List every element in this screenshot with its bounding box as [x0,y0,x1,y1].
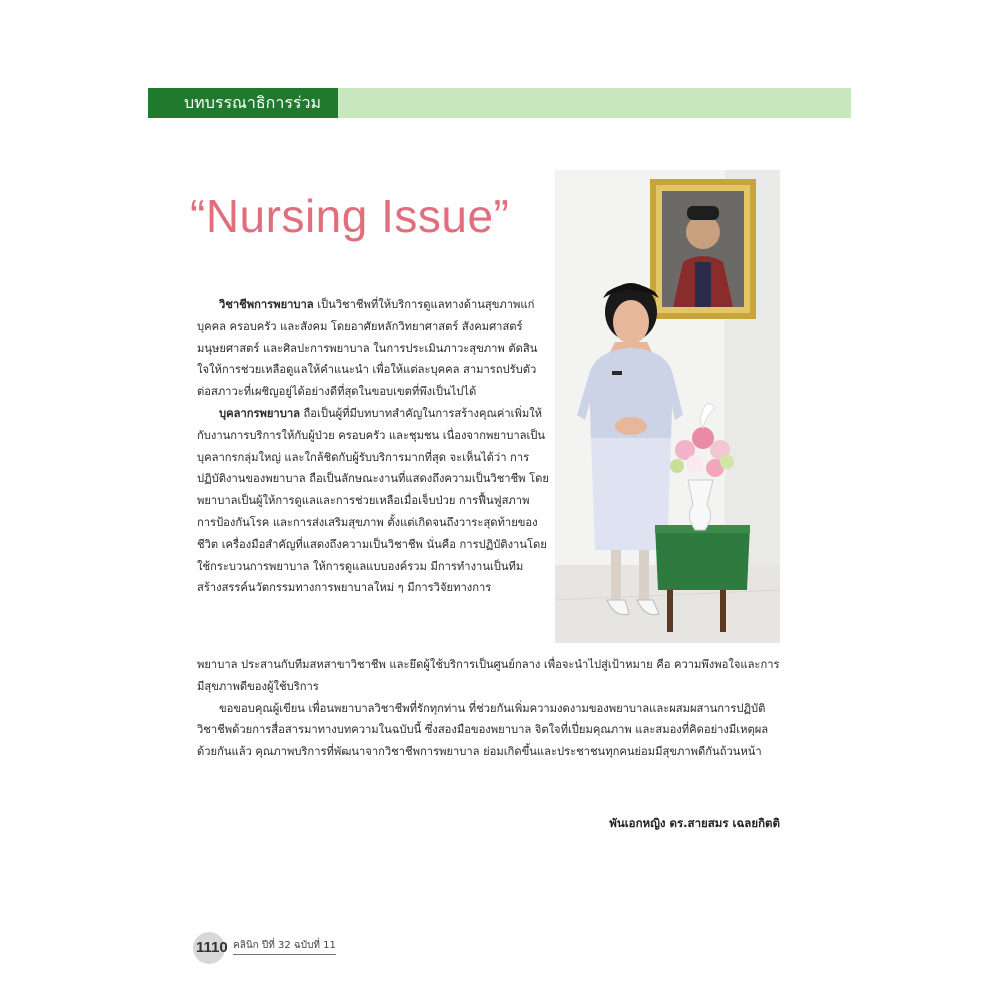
paragraph-2 [197,403,549,599]
section-label: บทบรรณาธิการร่วม [148,88,338,118]
journal-footer: คลินิก ปีที่ 32 ฉบับที่ 11 [233,938,336,955]
paragraph-1-body: เป็นวิชาชีพที่ให้บริการดูแลทางด้านสุขภาพแก่บุคคล ครอบครัว และสังคม โดยอาศัยหลักวิทยาศาสตร์ สังคมศาสตร์ มนุษยศาสตร์ และศิลปะการพยาบาล ในการประเมินภาวะสุขภาพ ตัดสินใจให้การช่วยเหลือดูแลให้คำแนะนำ เพื่อให้แต่ละบุคคล สามารถปรับตัวต่อสภาวะที่เผชิญอยู่ได้อย่างดีที่สุดในขอบเขตที่พึงเป็นไปได้ [197,298,538,399]
nurse-photo-illustration [555,170,780,643]
page-number: 1110 [193,932,225,964]
paragraph-2-body: ถือเป็นผู้ที่มีบทบาทสำคัญในการสร้างคุณค่าเพิ่มให้กับงานการบริการให้กับผู้ป่วย ครอบครัว และชุมชน เนื่องจากพยาบาลเป็นบุคลากรกลุ่มใหญ่ และใกล้ชิดกับผู้รับบริการมากที่สุด จะเห็นได้ว่า การปฏิบัติงานของพยาบาล ถือเป็นลักษณะงานที่แสดงถึงความเป็นวิชาชีพ โดยพยาบาลเป็นผู้ให้การดูแลและการช่วยเหลือเมื่อเจ็บป่วย การฟื้นฟูสภาพ การป้องกันโรค และการส่งเสริมสุขภาพ ตั้งแต่เกิดจนถึงวาระสุดท้ายของชีวิต เครื่องมือสำคัญที่แสดงถึงความเป็นวิชาชีพ นั่นคือ การปฏิบัติงานโดยใช้กระบวนการพยาบาล ให้การดูแลแบบองค์รวม มีการทำงานเป็นทีม สร้างสรรค์นวัตกรรมทางการพยาบาลใหม่ ๆ มีการวิจัยทางการ [197,406,549,595]
author-signature: พันเอกหญิง ดร.สายสมร เฉลยกิตติ [609,816,780,830]
section-header-bar [148,88,851,118]
paragraph-1-lead: วิชาชีพการพยาบาล [219,298,314,311]
paragraph-3 [197,698,780,763]
paragraph-3-body: ขอขอบคุณผู้เขียน เพื่อนพยาบาลวิชาชีพที่รักทุกท่าน ที่ช่วยกันเพิ่มความงดงามของพยาบาลและผสมผสานการปฏิบัติวิชาชีพด้วยการสื่อสารมาทางบทความในฉบับนี้ ซึ่งสองมือของพยาบาล จิตใจที่เปี่ยมคุณภาพ และสมองที่คิดอย่างมีเหตุผลด้วยกันแล้ว คุณภาพบริการที่พัฒนาจากวิชาชีพการพยาบาล ย่อมเกิดขึ้นและประชาชนทุกคนย่อมมีสุขภาพดีกันถ้วนหน้า [197,701,769,759]
article-body-column [197,294,549,599]
paragraph-2-continued: พยาบาล ประสานกับทีมสหสาขาวิชาชีพ และยึดผู้ใช้บริการเป็นศูนย์กลาง เพื่อจะนำไปสู่เป้าหมาย คือ ความพึงพอใจและการมีสุขภาพดีของผู้ใช้บริการ [197,658,780,693]
nurse-photo [555,170,780,643]
paragraph-2-lead: บุคลากรพยาบาล [219,406,300,420]
article-body-full [197,654,780,763]
article-title: “Nursing Issue” [190,190,510,242]
paragraph-1 [197,294,549,403]
